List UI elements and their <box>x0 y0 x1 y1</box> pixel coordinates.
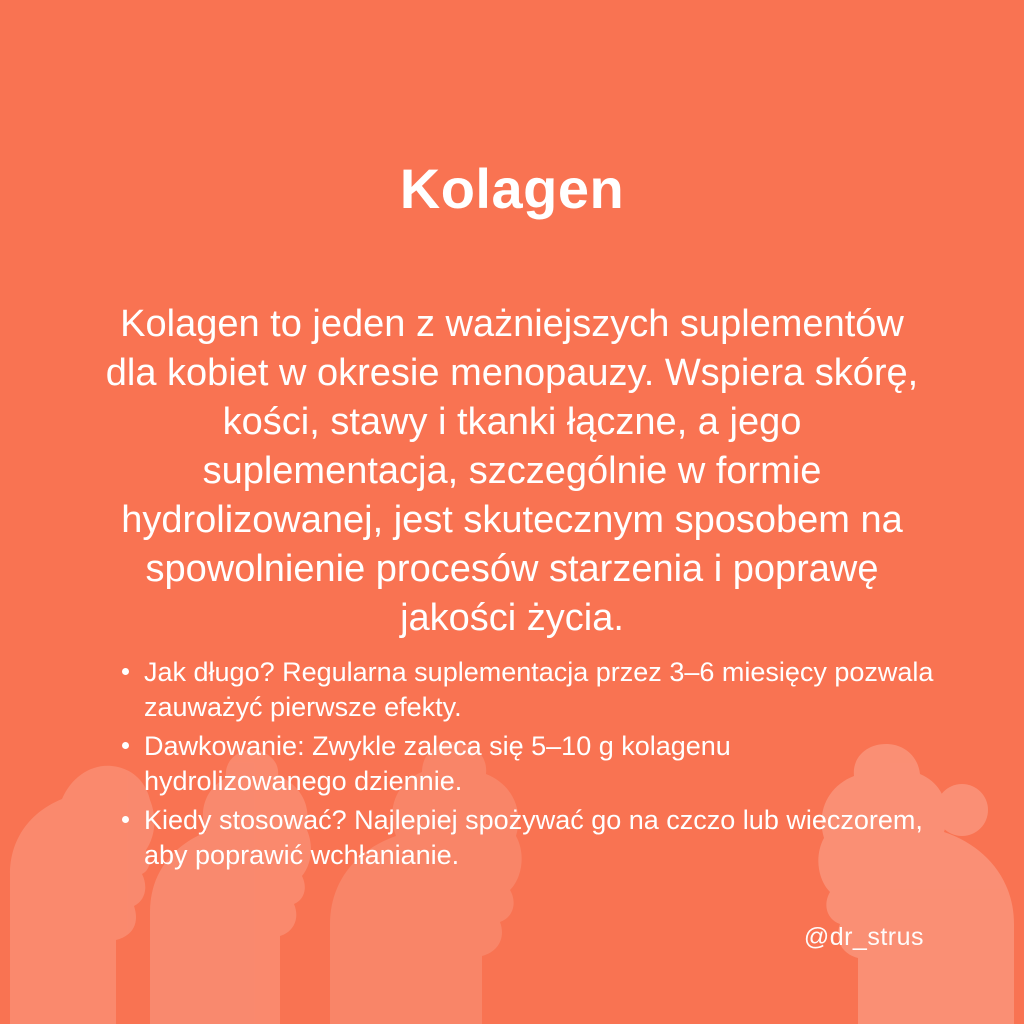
page-title: Kolagen <box>399 156 625 220</box>
bullet-dot-icon <box>122 816 129 823</box>
list-item-text: Jak długo? Regularna suplementacja przez 3–6 miesięcy pozwala zauważyć pierwsze efekty. <box>144 657 934 722</box>
bullet-dot-icon <box>122 668 129 675</box>
list-item-text: Kiedy stosować? Najlepiej spożywać go na czczo lub wieczorem, aby poprawić wchłanianie. <box>144 805 923 870</box>
list-item <box>120 803 940 873</box>
list-item <box>120 655 940 725</box>
author-handle: @dr_strus <box>803 923 924 951</box>
list-item <box>120 729 940 799</box>
intro-paragraph: Kolagen to jeden z ważniejszych suplementów dla kobiet w okresie menopauzy. Wspiera skórę, kości, stawy i tkanki łączne, a jego suplementacja, szczególnie w formie hydrolizowanej, jest skutecznym sposobem na spowolnienie procesów starzenia i poprawę jakości życia. <box>105 303 919 639</box>
list-item-text: Dawkowanie: Zwykle zaleca się 5–10 g kolagenu hydrolizowanego dziennie. <box>144 731 731 796</box>
bullet-list <box>120 655 940 877</box>
bullet-dot-icon <box>122 742 129 749</box>
